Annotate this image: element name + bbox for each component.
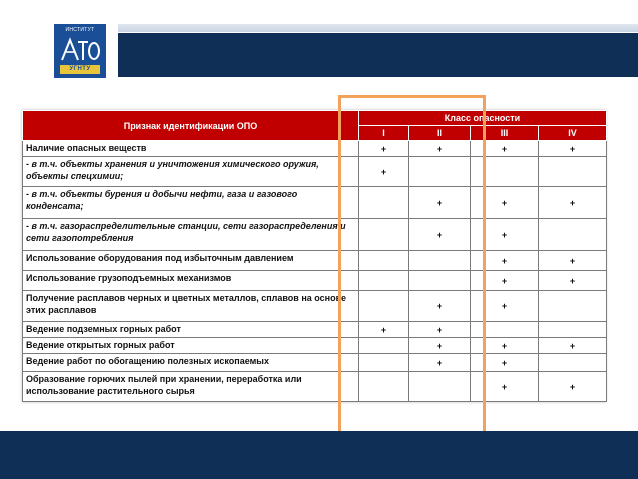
header-stripe — [118, 24, 638, 32]
row-label: Получение расплавов черных и цветных металлов, сплавов на основе этих расплавов — [23, 291, 359, 322]
header-class-3: III — [471, 126, 539, 141]
table-row — [23, 251, 607, 271]
row-label: - в т.ч. объекты бурения и добычи нефти, газа и газового конденсата; — [23, 187, 359, 219]
class-4-mark — [539, 322, 607, 338]
logo-bottom-text: УГНТУ — [60, 65, 100, 74]
logo-mark-text: АТО — [80, 62, 84, 64]
class-3-mark: + — [471, 271, 539, 291]
table-row — [23, 219, 607, 251]
class-3-mark: + — [471, 187, 539, 219]
class-2-mark: + — [409, 354, 471, 372]
row-label: Ведение открытых горных работ — [23, 338, 359, 354]
class-2-mark: + — [409, 219, 471, 251]
class-1-mark: + — [359, 157, 409, 187]
row-label: Ведение подземных горных работ — [23, 322, 359, 338]
table-row — [23, 322, 607, 338]
table-row — [23, 187, 607, 219]
header-class-4: IV — [539, 126, 607, 141]
table-row — [23, 338, 607, 354]
class-2-mark: + — [409, 141, 471, 157]
table-row — [23, 141, 607, 157]
row-label: - в т.ч. объекты хранения и уничтожения химического оружия, объекты спецхимии; — [23, 157, 359, 187]
class-4-mark — [539, 291, 607, 322]
highlight-frame — [338, 95, 486, 451]
class-3-mark: + — [471, 291, 539, 322]
class-2-mark: + — [409, 187, 471, 219]
table-row — [23, 271, 607, 291]
header-criterion: Признак идентификации ОПО — [23, 111, 359, 141]
row-label: Наличие опасных веществ — [23, 141, 359, 157]
row-label: Использование оборудования под избыточным давлением — [23, 251, 359, 271]
class-4-mark: + — [539, 271, 607, 291]
class-3-mark: + — [471, 251, 539, 271]
table-row — [23, 354, 607, 372]
class-2-mark: + — [409, 322, 471, 338]
table-row — [23, 291, 607, 322]
class-4-mark — [539, 157, 607, 187]
header-class-1: I — [359, 126, 409, 141]
class-3-mark: + — [471, 372, 539, 402]
row-label: Использование грузоподъемных механизмов — [23, 271, 359, 291]
class-1-mark: + — [359, 322, 409, 338]
class-3-mark: + — [471, 219, 539, 251]
header-hazard-class: Класс опасности — [359, 111, 607, 126]
institute-logo — [54, 24, 106, 78]
class-2-mark: + — [409, 338, 471, 354]
class-4-mark: + — [539, 141, 607, 157]
class-3-mark: + — [471, 338, 539, 354]
class-4-mark: + — [539, 187, 607, 219]
row-label: Ведение работ по обогащению полезных ископаемых — [23, 354, 359, 372]
row-label: Образование горючих пылей при хранении, переработка или использование растительного сырья — [23, 372, 359, 402]
class-4-mark: + — [539, 372, 607, 402]
header-class-2: II — [409, 126, 471, 141]
hazard-class-table — [22, 110, 606, 402]
class-3-mark: + — [471, 141, 539, 157]
table-body — [23, 141, 607, 402]
class-1-mark: + — [359, 141, 409, 157]
table-row — [23, 157, 607, 187]
logo-top-text: ИНСТИТУТ — [65, 27, 95, 33]
footer-bar — [0, 431, 638, 479]
class-4-mark — [539, 219, 607, 251]
table-row — [23, 372, 607, 402]
row-label: - в т.ч. газораспределительные станции, сети газораспределения и сети газопотребления — [23, 219, 359, 251]
class-4-mark — [539, 354, 607, 372]
class-2-mark: + — [409, 291, 471, 322]
class-4-mark: + — [539, 338, 607, 354]
header-bar — [118, 33, 638, 77]
class-4-mark: + — [539, 251, 607, 271]
logo-mark-icon — [58, 34, 102, 64]
class-3-mark: + — [471, 354, 539, 372]
